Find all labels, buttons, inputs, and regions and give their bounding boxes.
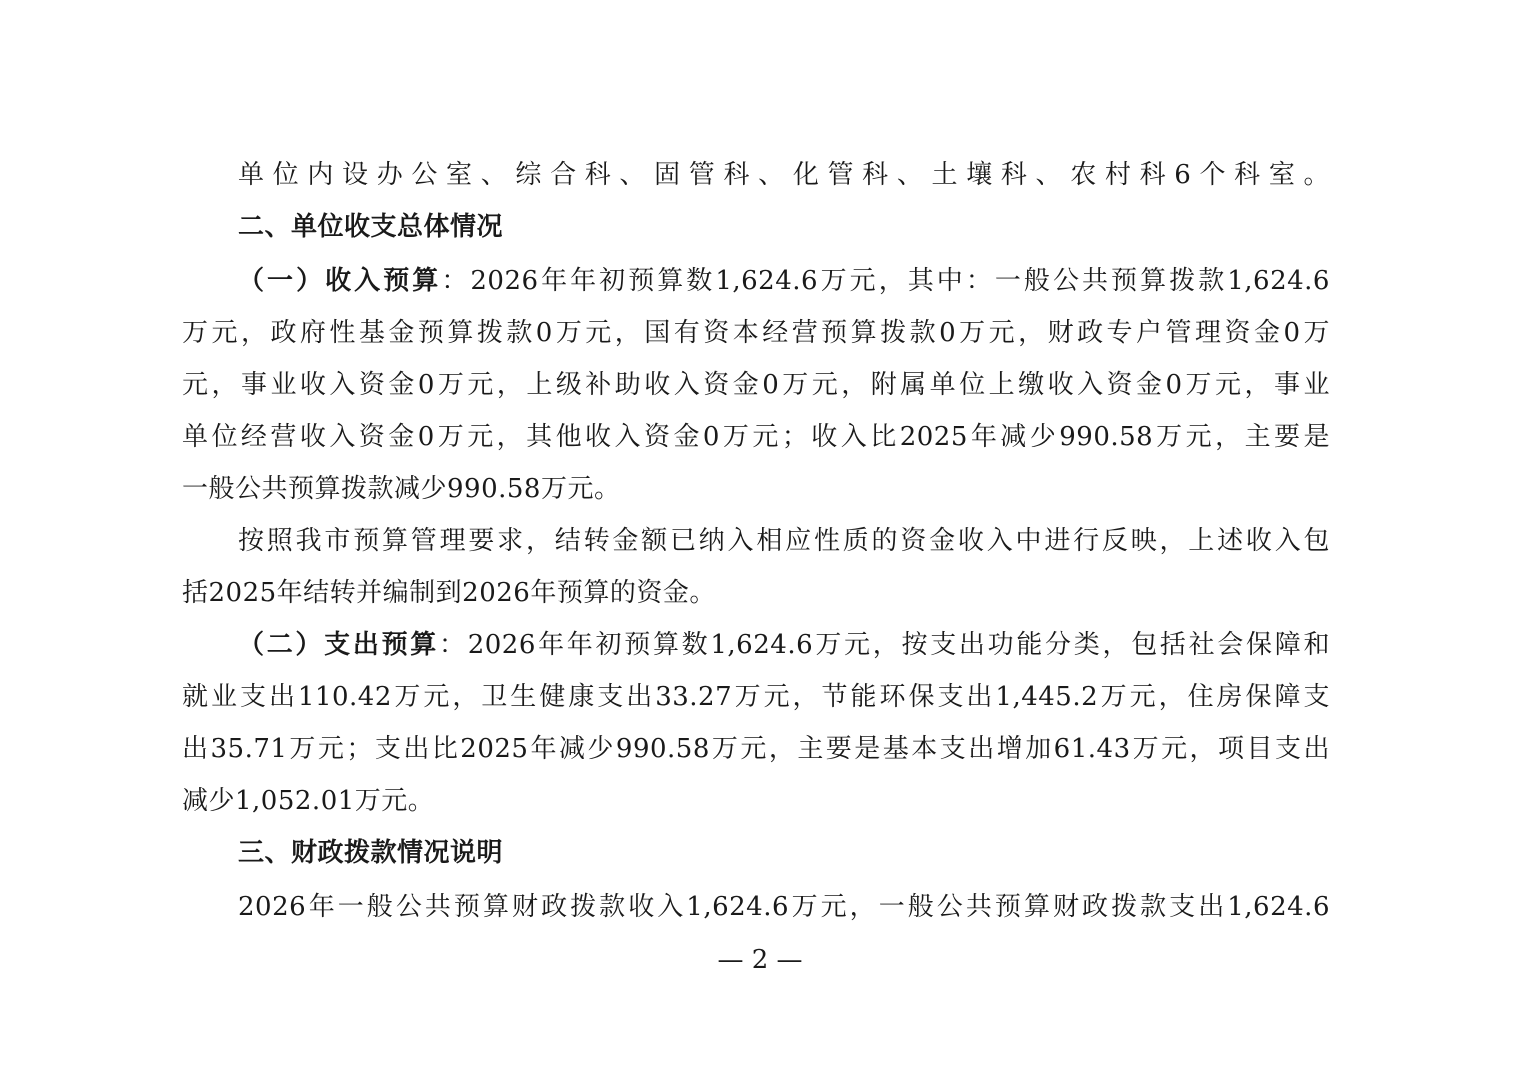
appropriation-paragraph-line: 2026年一般公共预算财政拨款收入1,624.6万元，一般公共预算财政拨款支出1,624.6	[238, 892, 1330, 922]
expenditure-paragraph-line	[238, 628, 1330, 662]
income-paragraph-line: 单位经营收入资金0万元，其他收入资金0万元；收入比2025年减少990.58万元，主要是	[182, 422, 1330, 452]
page-number: — 2 —	[717, 945, 803, 975]
income-paragraph-line: 万元，政府性基金预算拨款0万元，国有资本经营预算拨款0万元，财政专户管理资金0万	[182, 318, 1330, 348]
expenditure-text: ：2026年年初预算数1,624.6万元，按支出功能分类，包括社会保障和	[439, 630, 1330, 660]
income-paragraph-line	[238, 264, 1330, 298]
carryover-paragraph-line: 括2025年结转并编制到2026年预算的资金。	[182, 578, 716, 608]
expenditure-paragraph-line: 就业支出110.42万元，卫生健康支出33.27万元，节能环保支出1,445.2万元，住房保障支	[182, 682, 1330, 712]
expenditure-label: （二）支出预算	[238, 630, 439, 660]
carryover-paragraph-line: 按照我市预算管理要求，结转金额已纳入相应性质的资金收入中进行反映，上述收入包	[238, 526, 1330, 556]
income-text: ：2026年年初预算数1,624.6万元，其中：一般公共预算拨款1,624.6	[441, 266, 1330, 296]
income-paragraph-line: 元，事业收入资金0万元，上级补助收入资金0万元，附属单位上缴收入资金0万元，事业	[182, 370, 1330, 400]
expenditure-paragraph-line: 出35.71万元；支出比2025年减少990.58万元，主要是基本支出增加61.43万元，项目支出	[182, 734, 1330, 764]
section-heading: 三、财政拨款情况说明	[238, 838, 504, 868]
expenditure-paragraph-line: 减少1,052.01万元。	[182, 786, 435, 816]
income-paragraph-line: 一般公共预算拨款减少990.58万元。	[182, 474, 621, 504]
section-heading: 二、单位收支总体情况	[238, 212, 504, 242]
income-label: （一）收入预算	[238, 266, 442, 296]
paragraph-line: 单位内设办公室、综合科、固管科、化管科、土壤科、农村科6个科室。	[238, 160, 1330, 190]
